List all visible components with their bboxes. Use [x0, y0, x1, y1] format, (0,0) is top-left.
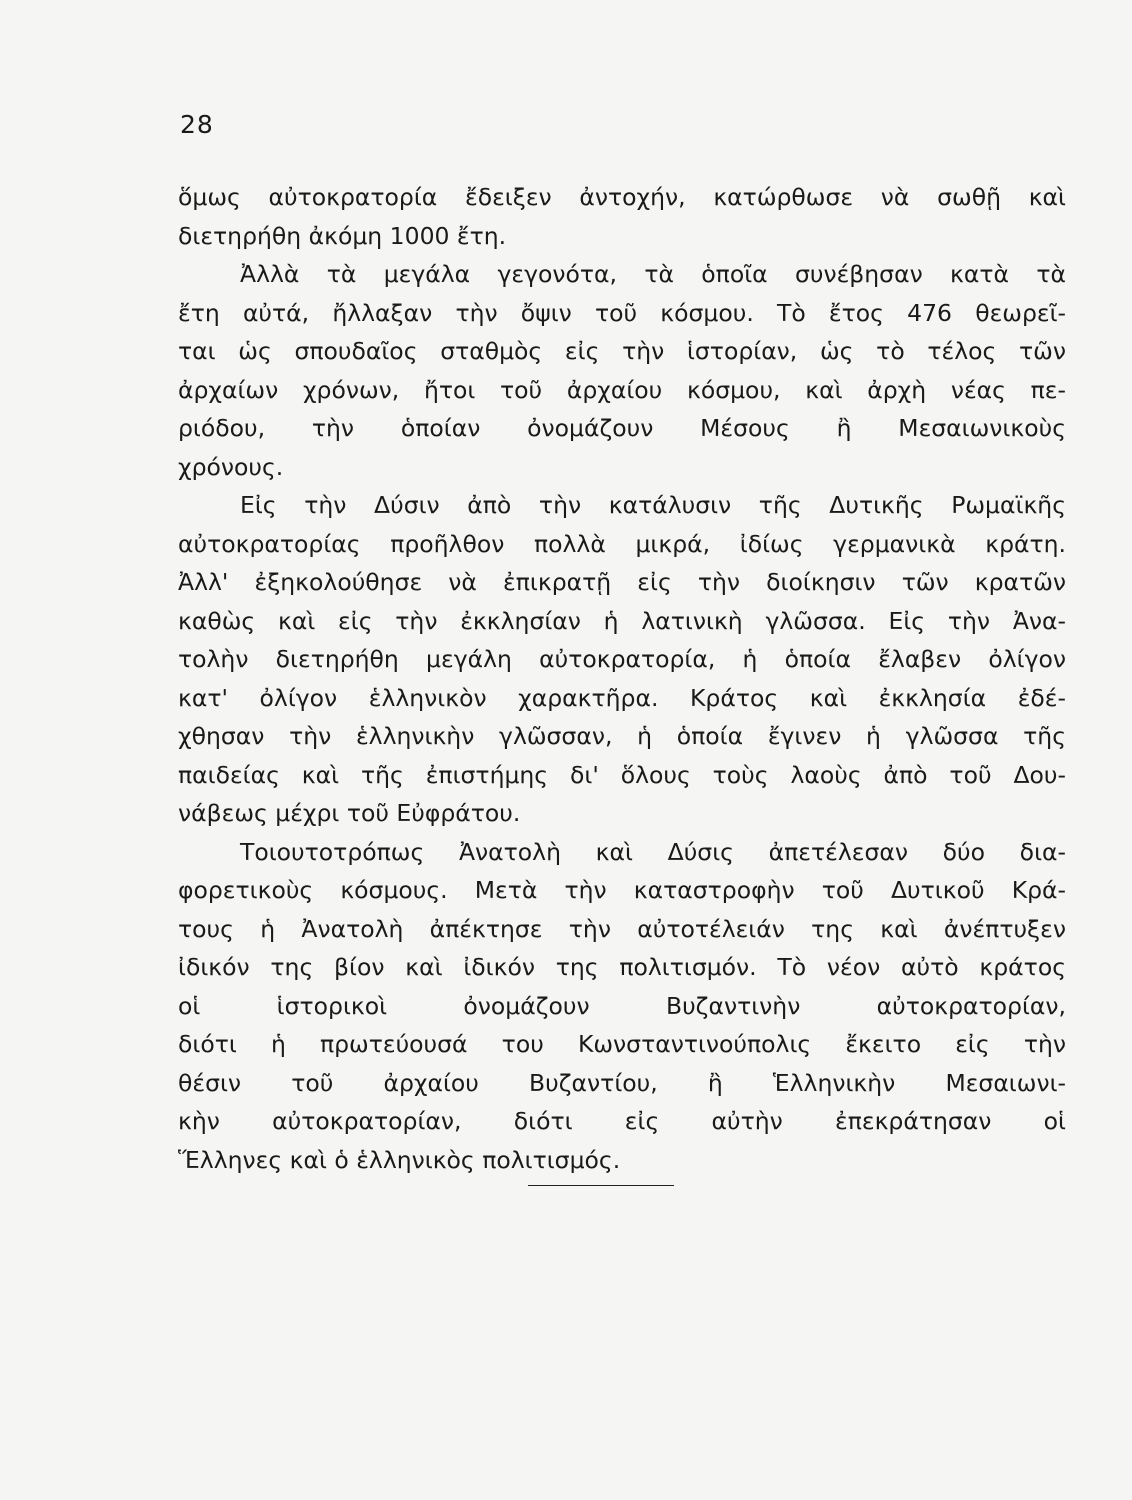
text-line: αὐτοκρατορίας προῆλθον πολλὰ μικρά, ἰδίως γερμανικὰ κράτη.	[178, 529, 1066, 558]
text-line: ἰδικόν της βίον καὶ ἰδικόν της πολιτισμόν. Τὸ νέον αὐτὸ κράτος	[178, 953, 1066, 981]
text-line: διετηρήθη ἀκόμη 1000 ἔτη.	[178, 221, 507, 250]
text-line: οἱ ἱστορικοὶ ὀνομάζουν Βυζαντινὴν αὐτοκρατορίαν,	[178, 991, 1066, 1020]
text-line: τολὴν διετηρήθη μεγάλη αὐτοκρατορία, ἡ ὁποία ἔλαβεν ὀλίγον	[178, 645, 1066, 673]
text-line: θέσιν τοῦ ἀρχαίου Βυζαντίου, ἢ Ἑλληνικὴν Μεσαιωνι-	[178, 1068, 1066, 1097]
text-line: ὅμως αὐτοκρατορία ἔδειξεν ἀντοχήν, κατώρθωσε νὰ σωθῇ καὶ	[178, 183, 1066, 211]
text-line: ριόδου, τὴν ὁποίαν ὀνομάζουν Μέσους ἢ Μεσαιωνικοὺς	[178, 414, 1066, 442]
text-line: κατ' ὀλίγον ἑλληνικὸν χαρακτῆρα. Κράτος καὶ ἐκκλησία ἐδέ-	[178, 683, 1066, 712]
page-number: 28	[180, 110, 214, 139]
text-line: Ἕλληνες καὶ ὁ ἑλληνικὸς πολιτισμός.	[178, 1145, 621, 1174]
text-line: χθησαν τὴν ἑλληνικὴν γλῶσσαν, ἡ ὁποία ἔγινεν ἡ γλῶσσα τῆς	[178, 722, 1066, 750]
text-line: καθὼς καὶ εἰς τὴν ἐκκλησίαν ἡ λατινικὴ γλῶσσα. Εἰς τὴν Ἀνα-	[178, 606, 1066, 635]
body-text	[178, 178, 1066, 1179]
text-line: ἔτη αὐτά, ἤλλαξαν τὴν ὄψιν τοῦ κόσμου. Τὸ ἔτος 476 θεωρεῖ-	[178, 298, 1066, 327]
section-divider	[528, 1185, 674, 1186]
text-line: τους ἡ Ἀνατολὴ ἀπέκτησε τὴν αὐτοτέλειάν της καὶ ἀνέπτυξεν	[178, 914, 1066, 943]
text-line: Τοιουτοτρόπως Ἀνατολὴ καὶ Δύσις ἀπετέλεσαν δύο δια-	[240, 837, 1066, 866]
text-line: Εἰς τὴν Δύσιν ἀπὸ τὴν κατάλυσιν τῆς Δυτικῆς Ρωμαϊκῆς	[240, 491, 1066, 519]
text-line: νάβεως μέχρι τοῦ Εὐφράτου.	[178, 799, 521, 827]
text-line: Ἀλλ' ἐξηκολούθησε νὰ ἐπικρατῇ εἰς τὴν διοίκησιν τῶν κρατῶν	[178, 568, 1066, 596]
text-line: ἀρχαίων χρόνων, ἤτοι τοῦ ἀρχαίου κόσμου, καὶ ἀρχὴ νέας πε-	[178, 375, 1066, 404]
text-line: παιδείας καὶ τῆς ἐπιστήμης δι' ὅλους τοὺς λαοὺς ἀπὸ τοῦ Δου-	[178, 760, 1066, 789]
text-line: φορετικοὺς κόσμους. Μετὰ τὴν καταστροφὴν τοῦ Δυτικοῦ Κρά-	[178, 876, 1066, 904]
text-line: Ἀλλὰ τὰ μεγάλα γεγονότα, τὰ ὁποῖα συνέβησαν κατὰ τὰ	[240, 260, 1066, 288]
text-line: χρόνους.	[178, 452, 284, 481]
text-line: ται ὡς σπουδαῖος σταθμὸς εἰς τὴν ἱστορίαν, ὡς τὸ τέλος τῶν	[178, 337, 1066, 365]
text-line: κὴν αὐτοκρατορίαν, διότι εἰς αὐτὴν ἐπεκράτησαν οἱ	[178, 1107, 1066, 1135]
text-line: διότι ἡ πρωτεύουσά του Κωνσταντινούπολις ἔκειτο εἰς τὴν	[178, 1030, 1066, 1058]
